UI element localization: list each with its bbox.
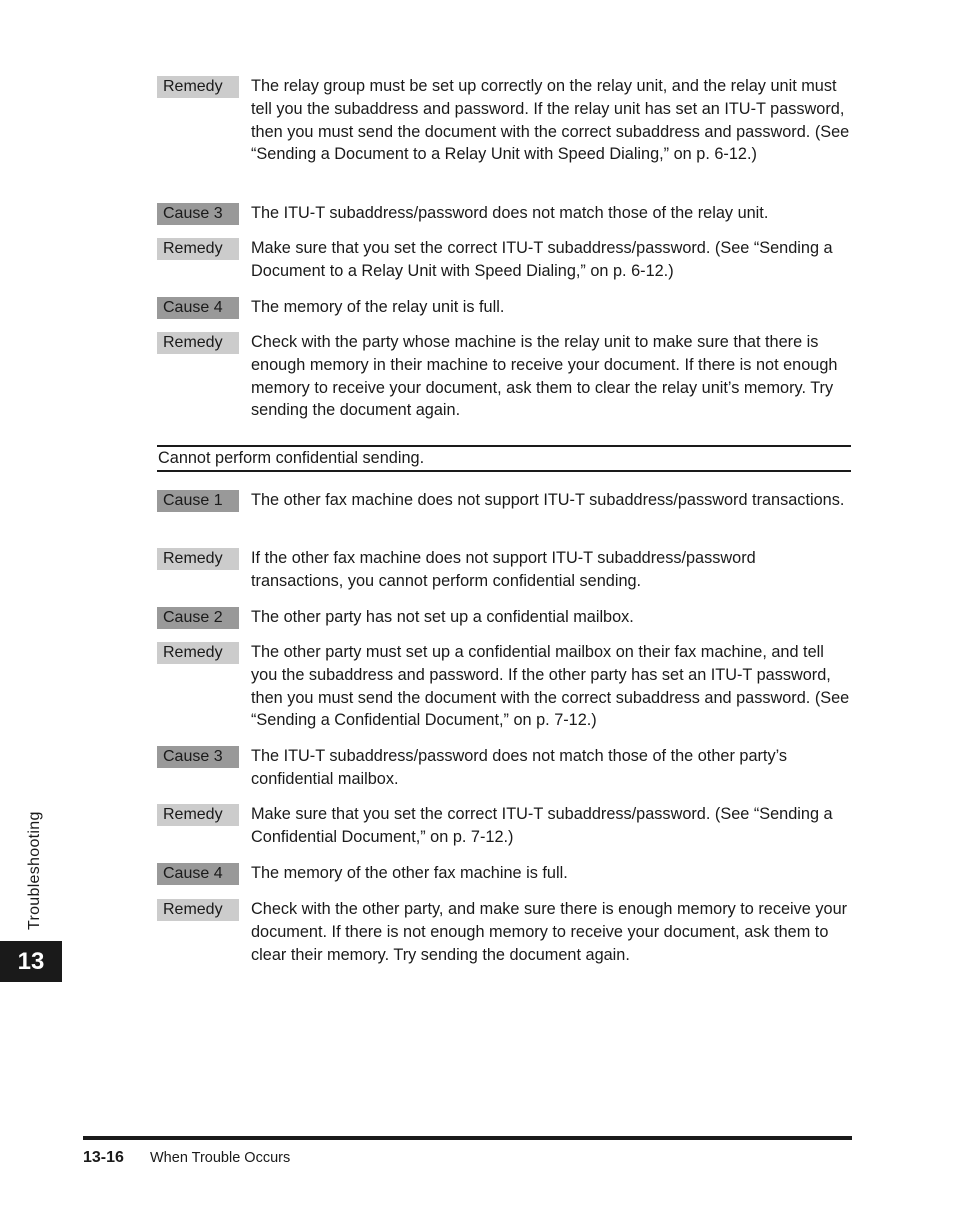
remedy-tag: Remedy: [157, 804, 239, 826]
cause-text: The other fax machine does not support ITU-T subaddress/password transactions.: [251, 491, 845, 509]
remedy-tag: Remedy: [157, 76, 239, 98]
remedy-text: The relay group must be set up correctly on the relay unit, and the relay unit must tell you the subaddress and password. If the relay unit has set an ITU-T password, then you must send the document with the correct subaddress and password. (See “Sending a Document to a Relay Unit with Speed Dialing,” on p. 6-12.): [251, 77, 850, 164]
cause-entry: [157, 607, 851, 629]
cause-tag: Cause 1: [157, 490, 239, 512]
remedy-text: Make sure that you set the correct ITU-T subaddress/password. (See “Sending a Confidential Document,” on p. 7-12.): [251, 805, 833, 846]
cause-tag: Cause 3: [157, 746, 239, 768]
footer-title: When Trouble Occurs: [150, 1150, 291, 1166]
remedy-entry: [157, 804, 851, 849]
remedy-tag: Remedy: [157, 548, 239, 570]
remedy-entry: [157, 238, 851, 283]
cause-text: The ITU-T subaddress/password does not match those of the relay unit.: [251, 204, 769, 222]
remedy-entry: [157, 76, 851, 166]
cause-tag: Cause 4: [157, 863, 239, 885]
cause-text: The memory of the other fax machine is full.: [251, 864, 568, 882]
remedy-tag: Remedy: [157, 642, 239, 664]
cause-text: The memory of the relay unit is full.: [251, 298, 505, 316]
cause-tag: Cause 4: [157, 297, 239, 319]
remedy-tag: Remedy: [157, 332, 239, 354]
cause-text: The ITU-T subaddress/password does not match those of the other party’s confidential mailbox.: [251, 747, 788, 788]
cause-entry: [157, 490, 851, 512]
remedy-text: Check with the party whose machine is the relay unit to make sure that there is enough memory in their machine to receive your document. If there is not enough memory to receive your document, ask them to clear the relay unit’s memory. Try sending the document again.: [251, 333, 838, 420]
remedy-text: Make sure that you set the correct ITU-T subaddress/password. (See “Sending a Document to a Relay Unit with Speed Dialing,” on p. 6-12.): [251, 239, 833, 280]
cause-tag: Cause 3: [157, 203, 239, 225]
remedy-entry: [157, 332, 851, 422]
remedy-tag: Remedy: [157, 899, 239, 921]
cause-entry: [157, 297, 851, 319]
chapter-number-tab: 13: [0, 941, 62, 982]
remedy-entry: [157, 642, 851, 732]
page-number: 13-16: [83, 1149, 124, 1166]
cause-text: The other party has not set up a confidential mailbox.: [251, 608, 634, 626]
cause-entry: [157, 203, 851, 225]
cause-entry: [157, 746, 851, 791]
cause-entry: [157, 863, 851, 885]
section-heading: Cannot perform confidential sending.: [157, 445, 851, 472]
remedy-tag: Remedy: [157, 238, 239, 260]
chapter-tab-label: Troubleshooting: [26, 811, 43, 930]
remedy-text: If the other fax machine does not support ITU-T subaddress/password transactions, you cannot perform confidential sending.: [251, 549, 756, 590]
remedy-entry: [157, 548, 851, 593]
remedy-text: Check with the other party, and make sure there is enough memory to receive your document. If there is not enough memory to receive your document, ask them to clear their memory. Try sending the document again.: [251, 900, 848, 964]
cause-tag: Cause 2: [157, 607, 239, 629]
remedy-text: The other party must set up a confidential mailbox on their fax machine, and tell you the subaddress and password. If the other party has set an ITU-T password, then you must send the document with the correct subaddress and password. (See “Sending a Confidential Document,” on p. 7-12.): [251, 643, 850, 730]
footer-rule: [83, 1136, 852, 1140]
remedy-entry: [157, 899, 851, 966]
